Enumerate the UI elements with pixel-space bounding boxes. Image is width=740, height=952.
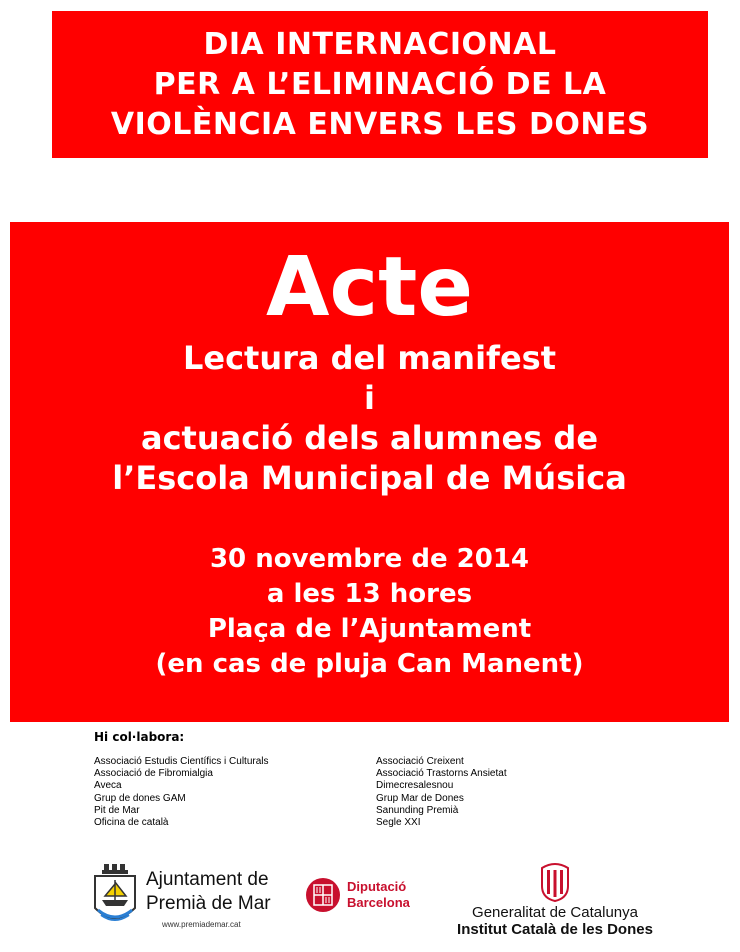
generalitat-logo	[440, 860, 670, 940]
list-item: Associació Estudis Científics i Culturals	[94, 756, 269, 767]
collaborators-title: Hi col·labora:	[94, 730, 185, 744]
premia-logo	[90, 862, 290, 937]
premia-line-2: Premià de Mar	[146, 893, 271, 914]
event-date: 30 novembre de 2014	[209, 544, 530, 574]
list-item: Associació de Fibromialgia	[94, 768, 213, 780]
list-item: Sanunding Premià	[376, 804, 459, 816]
coat-of-arms-icon	[90, 862, 140, 932]
description-line-1: Lectura del manifest	[182, 339, 557, 377]
list-item: Aveca	[94, 780, 122, 792]
description-line-4: l’Escola Municipal de Música	[112, 459, 627, 497]
premia-line-1: Ajuntament de	[146, 869, 269, 890]
event-description	[10, 338, 729, 498]
event-banner	[10, 222, 729, 722]
event-location: Plaça de l’Ajuntament	[207, 614, 532, 644]
diputacio-line-2: Barcelona	[347, 895, 410, 910]
list-item: Dimecresalesnou	[376, 780, 454, 792]
description-line-3: actuació dels alumnes de	[140, 419, 599, 457]
event-title: Acte	[266, 240, 473, 335]
header-line-3: VIOLÈNCIA ENVERS LES DONES	[110, 106, 650, 142]
collaborators-list-left	[94, 756, 269, 829]
list-item: Oficina de català	[94, 817, 169, 829]
header-banner	[52, 11, 708, 158]
list-item: Grup de dones GAM	[94, 792, 186, 804]
collaborators-list-right	[376, 756, 507, 829]
diputacio-line-1: Diputació	[347, 879, 407, 894]
list-item: Grup Mar de Dones	[376, 792, 464, 804]
diputacio-emblem-icon	[305, 877, 341, 913]
generalitat-name: Generalitat de Catalunya	[472, 904, 638, 921]
list-item: Segle XXI	[376, 817, 421, 829]
header-line-2: PER A L’ELIMINACIÓ DE LA	[153, 66, 607, 102]
list-item: Associació Creixent	[376, 756, 464, 767]
event-details	[10, 542, 729, 682]
institute-name: Institut Català de les Dones	[457, 921, 653, 938]
event-time: a les 13 hores	[266, 579, 473, 609]
diputacio-name	[347, 879, 410, 911]
diputacio-logo	[305, 875, 425, 915]
premia-name	[146, 868, 271, 916]
list-item: Associació Trastorns Ansietat	[376, 768, 507, 780]
premia-website: www.premiademar.cat	[162, 920, 241, 929]
description-line-2: i	[364, 379, 375, 417]
generalitat-emblem-icon	[538, 862, 572, 902]
list-item: Pit de Mar	[94, 804, 140, 816]
header-line-1: DIA INTERNACIONAL	[203, 26, 557, 62]
event-rain-location: (en cas de pluja Can Manent)	[155, 649, 584, 679]
